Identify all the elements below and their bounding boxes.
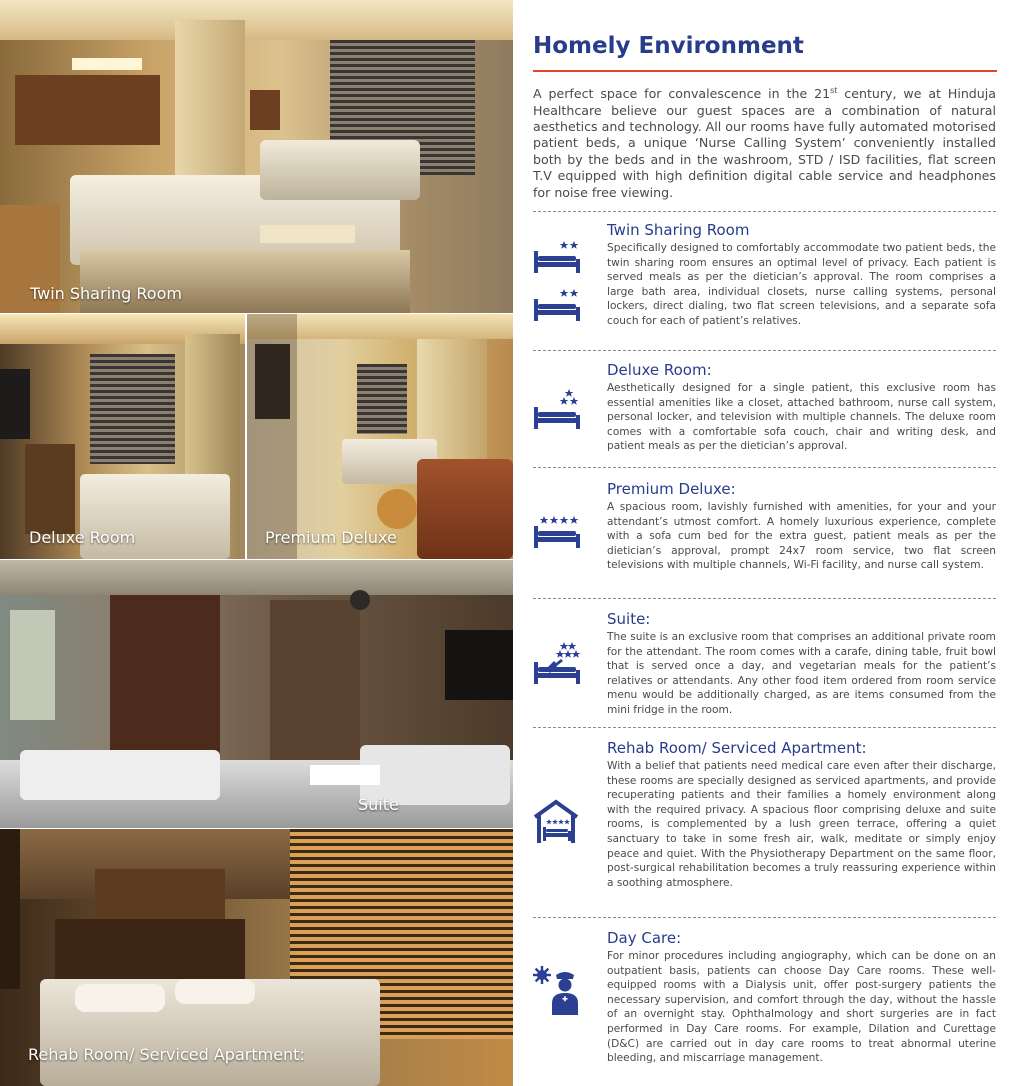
section-text: With a belief that patients need medical care even after their discharge, these rooms are specially designed as serviced apartments, and provide recuperating patients and their families a homely environment along with the required privacy. A spacious floor comprising deluxe and suite rooms, is complemented by a lush green terrace, offering a quiet sanctuary to take in some fresh air, walk, meditate or simply enjoy peace and quiet. With the Physiotherapy Department on the same floor, post-surgical rehabilitation becomes a truly reassuring experience within a soothing atmosphere.: [607, 760, 996, 889]
twin-bed-icon: [532, 238, 582, 324]
apartment-icon: [532, 799, 580, 845]
section-divider: [533, 467, 996, 468]
section-suite: [607, 610, 996, 718]
section-divider: [533, 727, 996, 728]
section-rehab-room: [607, 739, 996, 890]
section-title: Suite:: [607, 610, 651, 628]
section-title: Deluxe Room:: [607, 361, 712, 379]
page-title: Homely Environment: [533, 33, 804, 59]
section-title: Twin Sharing Room: [607, 221, 750, 239]
section-divider: [533, 211, 996, 212]
section-divider: [533, 917, 996, 918]
title-underline: [533, 70, 997, 72]
intro-paragraph: A perfect space for convalescence in the 21st century, we at Hinduja Healthcare believe our guest spaces are a combination of natural aesthetics and technology. All our rooms have fully automated motorised patient beds, a unique ‘Nurse Calling System’ conveniently installed both by the beds and in the washroom, STD / ISD facilities, flat screen T.V equipped with high definition digital cable service and headphones for noise free viewing.: [533, 86, 996, 200]
section-day-care: [607, 929, 996, 1066]
nurse-icon: [532, 965, 582, 1017]
section-deluxe-room: [607, 361, 996, 454]
twin-sharing-caption: Twin Sharing Room: [30, 284, 182, 303]
section-divider: [533, 350, 996, 351]
photo-deluxe-room: [0, 314, 245, 559]
suite-bed-icon: [532, 641, 582, 687]
section-text: For minor procedures including angiography, which can be done on an outpatient basis, patients can choose Day Care rooms. These well-equipped rooms with a Dialysis unit, offer post-surgery patients the necessary supervision, and comfort through the day, without the hassle of an overnight stay. Ophthalmology and short surgeries are in fact performed in Day Care rooms. For example, Dilation and Curettage (D&C) are carried out in day care rooms to treat abnormal uterine bleeding, and miscarriage management.: [607, 950, 996, 1065]
rehab-caption: Rehab Room/ Serviced Apartment:: [28, 1045, 305, 1064]
section-title: Rehab Room/ Serviced Apartment:: [607, 739, 867, 757]
section-title: Day Care:: [607, 929, 682, 947]
deluxe-caption: Deluxe Room: [29, 528, 136, 547]
section-title: Premium Deluxe:: [607, 480, 736, 498]
photo-suite: [0, 560, 513, 828]
section-twin-sharing: [607, 221, 996, 329]
section-premium-deluxe: [607, 480, 996, 573]
section-divider: [533, 598, 996, 599]
deluxe-bed-icon: [532, 388, 582, 432]
premium-deluxe-caption: Premium Deluxe: [265, 528, 397, 547]
suite-caption: Suite: [358, 795, 399, 814]
section-text: The suite is an exclusive room that comprises an additional private room for the attendant. The room comes with a carafe, dining table, fruit bowl that is served once a day, and vegetarian meals for the patient’s relatives or attendants. Any other food item ordered from room service menu would be additionally charged, as are items consumed from the mini fridge in the room.: [607, 631, 996, 716]
section-text: Aesthetically designed for a single patient, this exclusive room has essential amenities like a closet, attached bathroom, nurse call system, personal locker, and television with multiple channels. The deluxe room comes with a comfortable sofa couch, chair and writing desk, and patient meals as per the dietician’s approval.: [607, 382, 996, 453]
premium-bed-icon: [532, 513, 582, 551]
photo-premium-deluxe: [247, 314, 513, 559]
section-text: A spacious room, lavishly furnished with amenities, for your and your attendant’s utmost comfort. A homely luxurious experience, complete with a sofa cum bed for the extra guest, patient meals as per the dietician’s approval, prompt 24x7 room service, two flat screen televisions with multiple channels, Wi-Fi facility, and nurse call system.: [607, 501, 996, 572]
photo-twin-sharing-room: [0, 0, 513, 313]
photo-rehab-room: [0, 829, 513, 1086]
section-text: Specifically designed to comfortably accommodate two patient beds, the twin sharing room ensures an optimal level of privacy. Each patient is served meals as per the dietician’s approval. The room comprises a large bath area, individual closets, nurse calling systems, personal lockers, direct dialing, two flat screen televisions, and a separate sofa couch for each of patient’s relatives.: [607, 242, 996, 327]
